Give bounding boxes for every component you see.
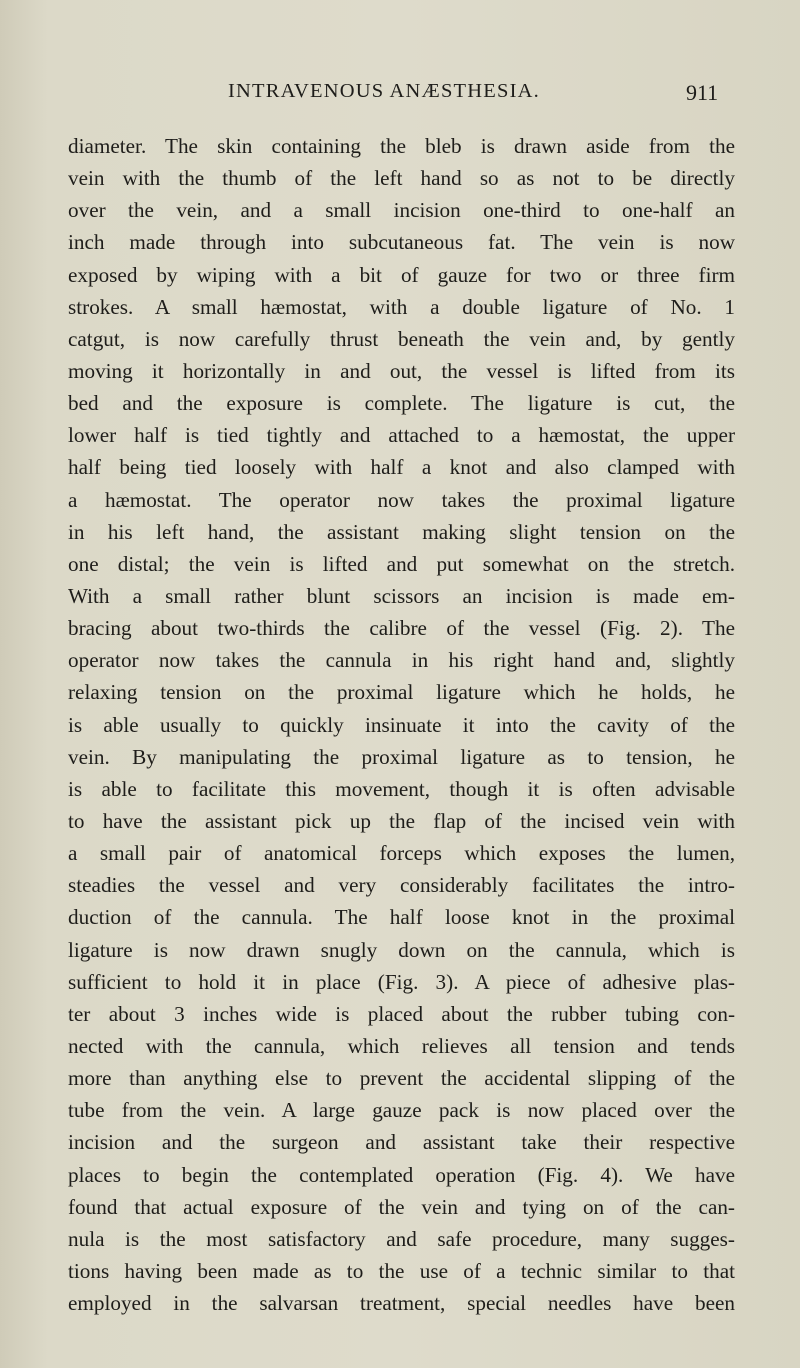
text-line: moving it horizontally in and out, the vessel is lifted from its	[68, 358, 735, 383]
text-line: one distal; the vein is lifted and put somewhat on the stretch.	[68, 551, 735, 576]
text-line: is able usually to quickly insinuate it into the cavity of the	[68, 712, 735, 737]
text-line: catgut, is now carefully thrust beneath the vein and, by gently	[68, 326, 735, 351]
text-line: to have the assistant pick up the flap of the incised vein with	[68, 808, 735, 833]
text-line: nected with the cannula, which relieves all tension and tends	[68, 1033, 735, 1058]
text-line: a hæmostat. The operator now takes the proximal ligature	[68, 487, 735, 512]
text-line: lower half is tied tightly and attached to a hæmostat, the upper	[68, 423, 735, 448]
text-line: inch made through into subcutaneous fat. The vein is now	[68, 230, 735, 255]
text-line: exposed by wiping with a bit of gauze for two or three firm	[68, 262, 735, 287]
text-line: vein with the thumb of the left hand so as not to be directly	[68, 166, 735, 191]
page-number: 911	[686, 80, 719, 105]
text-line: diameter. The skin containing the bleb is drawn aside from the	[68, 134, 735, 158]
text-line: over the vein, and a small incision one-third to one-half an	[68, 198, 735, 223]
running-head	[0, 76, 800, 116]
text-line: incision and the surgeon and assistant take their respective	[68, 1130, 735, 1155]
text-line: tube from the vein. A large gauze pack is now placed over the	[68, 1098, 735, 1123]
text-line: vein. By manipulating the proximal ligature as to tension, he	[68, 744, 735, 769]
text-line: more than anything else to prevent the accidental slipping of the	[68, 1066, 735, 1091]
text-line: nula is the most satisfactory and safe procedure, many sugges-	[68, 1226, 735, 1251]
text-line: ter about 3 inches wide is placed about the rubber tubing con-	[68, 1001, 735, 1026]
text-line: is able to facilitate this movement, though it is often advisable	[68, 776, 735, 801]
running-title: INTRAVENOUS ANÆSTHESIA.	[228, 80, 540, 102]
text-line: in his left hand, the assistant making slight tension on the	[68, 519, 735, 544]
text-line: employed in the salvarsan treatment, special needles have been	[68, 1291, 735, 1316]
body-text	[68, 130, 735, 1319]
text-line: bracing about two-thirds the calibre of the vessel (Fig. 2). The	[68, 616, 735, 641]
text-line: half being tied loosely with half a knot and also clamped with	[68, 455, 735, 480]
text-line: bed and the exposure is complete. The ligature is cut, the	[68, 391, 735, 416]
text-line: duction of the cannula. The half loose knot in the proximal	[68, 905, 735, 930]
text-line: a small pair of anatomical forceps which exposes the lumen,	[68, 841, 735, 866]
text-line: ligature is now drawn snugly down on the cannula, which is	[68, 937, 735, 962]
text-line: relaxing tension on the proximal ligature which he holds, he	[68, 680, 735, 705]
text-line: strokes. A small hæmostat, with a double ligature of No. 1	[68, 294, 735, 319]
text-line: tions having been made as to the use of a technic similar to that	[68, 1258, 735, 1283]
text-line: With a small rather blunt scissors an incision is made em-	[68, 583, 735, 608]
text-line: operator now takes the cannula in his right hand and, slightly	[68, 648, 735, 673]
text-line: places to begin the contemplated operation (Fig. 4). We have	[68, 1162, 735, 1187]
text-line: sufficient to hold it in place (Fig. 3). A piece of adhesive plas-	[68, 969, 735, 994]
text-line: found that actual exposure of the vein and tying on of the can-	[68, 1194, 735, 1219]
text-line: steadies the vessel and very considerably facilitates the intro-	[68, 873, 735, 898]
